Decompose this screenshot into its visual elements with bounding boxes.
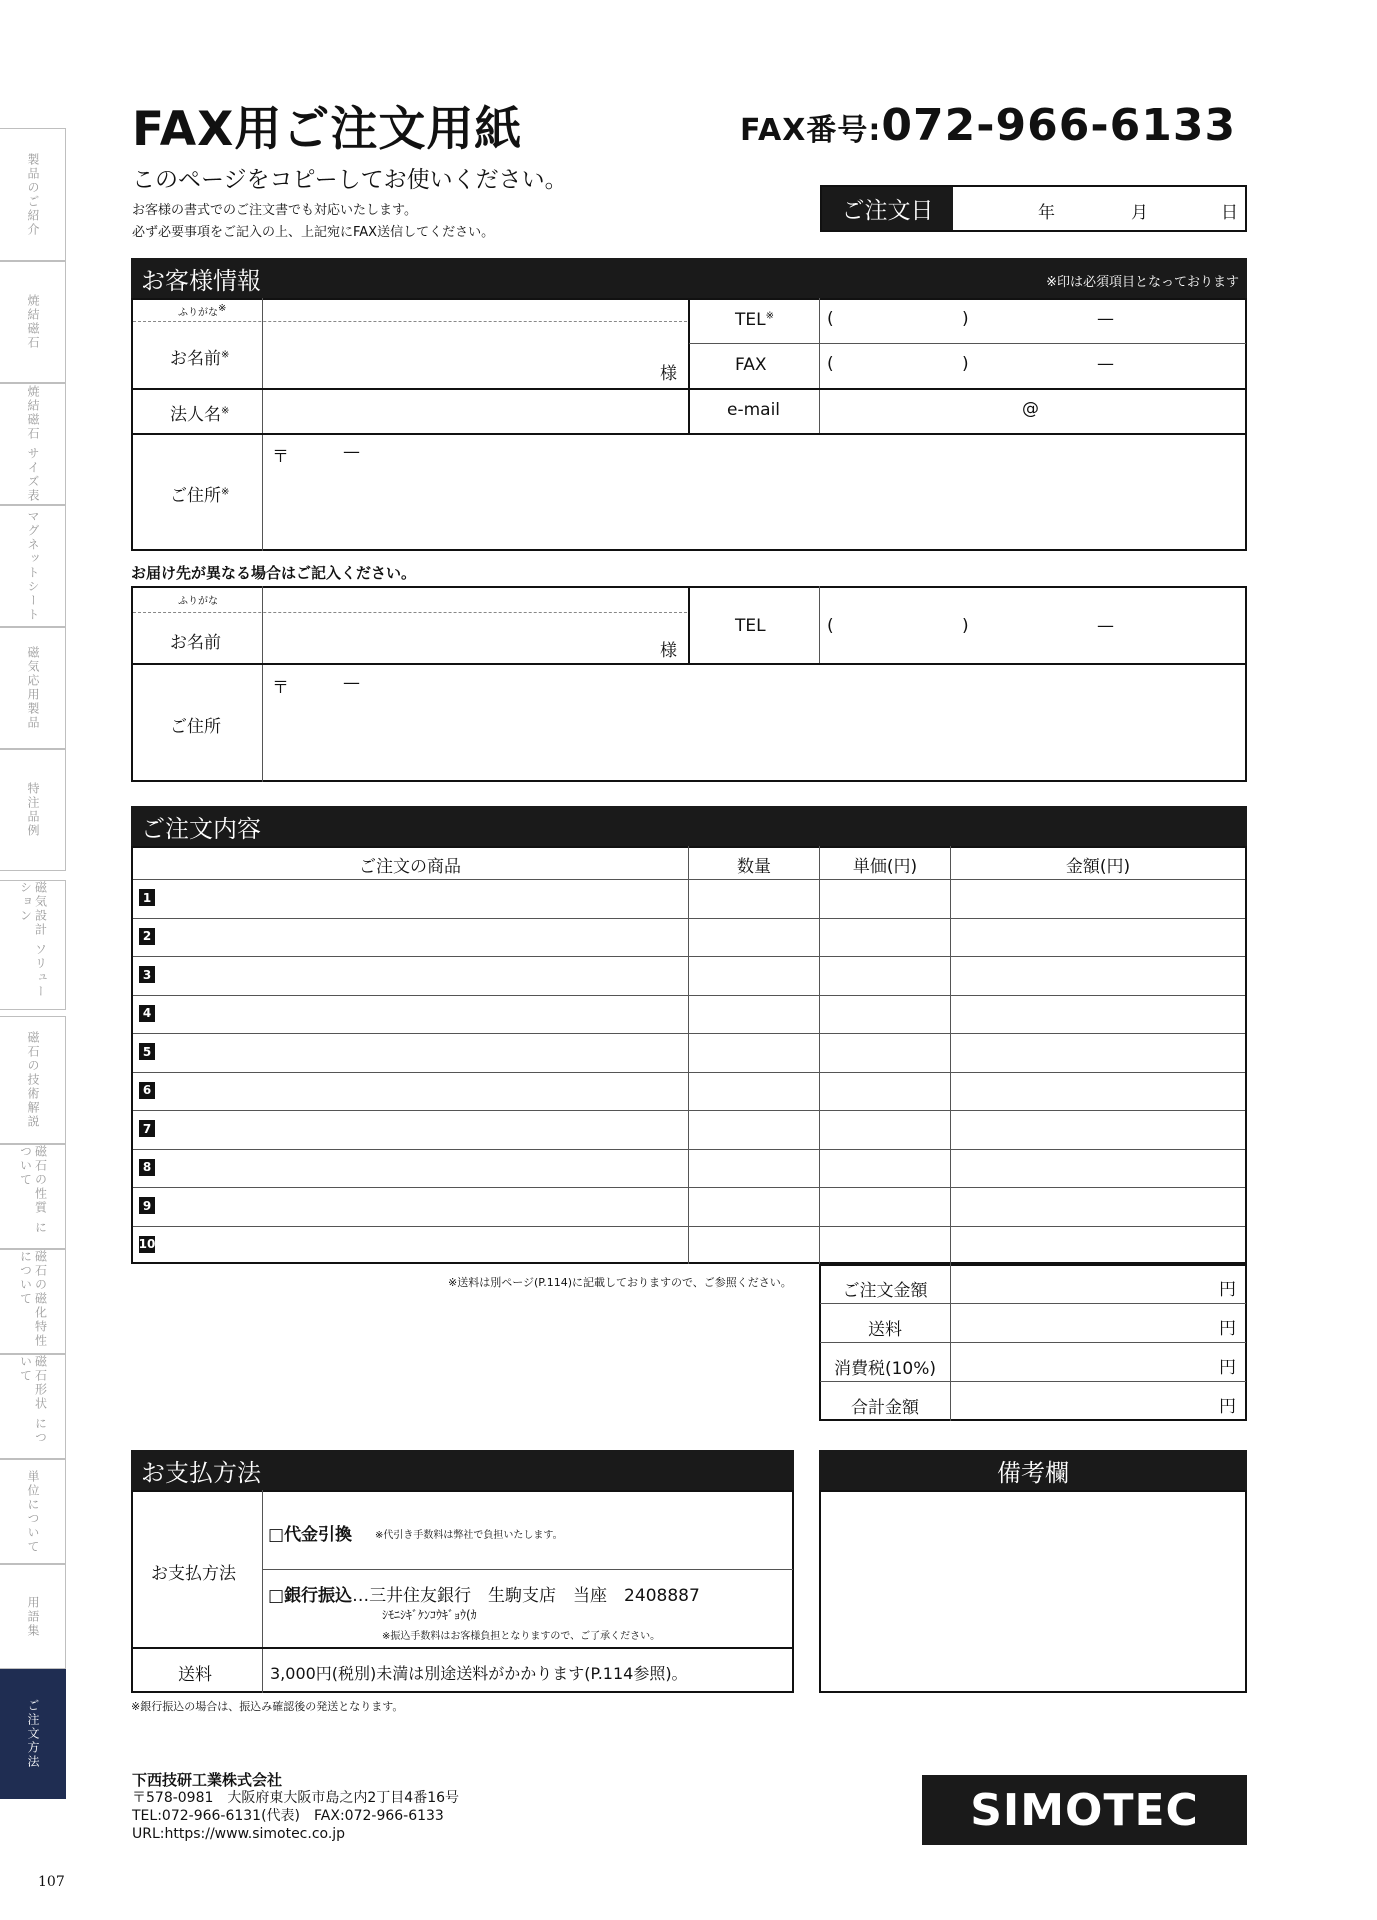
fax-number-value: 072-966-6133 <box>881 100 1237 151</box>
total-order-label: ご注文金額 <box>842 1281 928 1301</box>
payment-method-label: お支払方法 <box>151 1564 236 1584</box>
order-row-quantity-cell[interactable] <box>690 920 818 955</box>
side-tab-size-table[interactable] <box>0 383 66 505</box>
payment-footnote: ※銀行振込の場合は、振込み確認後の発送となります。 <box>131 1700 404 1713</box>
grand-total-label: 合計金額 <box>851 1398 919 1418</box>
row-number-badge: 9 <box>139 1197 155 1214</box>
row-number-badge: 3 <box>139 966 155 983</box>
furigana-label: ふりがな※ <box>178 303 227 319</box>
delivery-tel-label: TEL <box>735 616 766 636</box>
row-number-badge: 10 <box>138 1237 156 1251</box>
order-row-unit-price-cell[interactable] <box>821 1074 949 1109</box>
side-tab-glossary[interactable] <box>0 1564 66 1669</box>
side-tab-label: 磁石の技術解説 <box>26 1031 40 1129</box>
delivery-address-field[interactable] <box>265 666 1243 778</box>
row-number-badge: 6 <box>139 1082 155 1099</box>
name-label: お名前※ <box>170 349 230 369</box>
remarks-field[interactable] <box>819 1490 1247 1693</box>
month-label: 月 <box>1131 203 1148 223</box>
cod-note: ※代引き手数料は弊社で負担いたします。 <box>375 1530 563 1541</box>
col-header-product: ご注文の商品 <box>359 857 461 877</box>
order-row-product-cell[interactable] <box>160 1074 686 1109</box>
order-section-header <box>131 806 1247 846</box>
tel-field[interactable]: ( ) — <box>827 309 1114 329</box>
side-tab-label: 磁気応用製品 <box>26 646 40 730</box>
order-row-unit-price-cell[interactable] <box>821 997 949 1032</box>
company-phone: TEL:072-966-6131(代表) FAX:072-966-6133 <box>132 1808 444 1824</box>
postal-dash: — <box>343 442 360 462</box>
fax-label: FAX <box>735 355 767 375</box>
row-number-badge: 2 <box>139 928 155 945</box>
checkbox-icon[interactable]: □ <box>268 1586 285 1606</box>
payment-shipping-label: 送料 <box>178 1665 212 1685</box>
bank-label: 銀行振込 <box>284 1586 353 1606</box>
row-number-badge: 5 <box>139 1043 155 1060</box>
col-header-quantity: 数量 <box>737 857 771 877</box>
company-info <box>132 1771 459 1843</box>
row-number-badge: 7 <box>139 1120 155 1137</box>
year-label: 年 <box>1038 203 1055 223</box>
side-tab-label: 磁石の性質 について <box>18 1145 48 1235</box>
address-label: ご住所※ <box>170 486 230 506</box>
order-row-product-cell[interactable] <box>160 1151 686 1186</box>
order-date-label: ご注文日 <box>822 187 953 230</box>
order-row-amount-cell[interactable] <box>952 1228 1245 1263</box>
delivery-name-field[interactable] <box>265 615 685 661</box>
side-tab-label: 用語集 <box>26 1595 40 1638</box>
required-note: ※印は必須項目となっております <box>1046 275 1239 290</box>
order-row-amount-cell[interactable] <box>952 881 1245 916</box>
order-row-quantity-cell[interactable] <box>690 997 818 1032</box>
order-row-unit-price-cell[interactable] <box>821 958 949 993</box>
side-tab-label: 磁石形状 について <box>18 1355 48 1445</box>
order-row-unit-price-cell[interactable] <box>821 1189 949 1224</box>
postal-mark: 〒 <box>272 447 289 467</box>
fax-number-label: FAX番号: <box>740 113 882 148</box>
order-row-quantity-cell[interactable] <box>690 1189 818 1224</box>
row-number-badge: 1 <box>139 889 155 906</box>
order-row-quantity-cell[interactable] <box>690 1035 818 1070</box>
order-row-unit-price-cell[interactable] <box>821 1112 949 1147</box>
page-title: FAX用ご注文用紙 <box>132 102 523 157</box>
customer-section-header <box>131 258 1247 298</box>
header-note: お客様の書式でのご注文書でも対応いたします。 <box>132 203 417 218</box>
order-row-product-cell[interactable] <box>160 1035 686 1070</box>
payment-section-header <box>131 1450 794 1490</box>
side-tab-custom[interactable] <box>0 749 66 871</box>
order-row-amount-cell[interactable] <box>952 958 1245 993</box>
order-row-quantity-cell[interactable] <box>690 1151 818 1186</box>
postal-dash: — <box>343 673 360 693</box>
email-field[interactable]: @ <box>1022 399 1039 419</box>
order-row-unit-price-cell[interactable] <box>821 1035 949 1070</box>
order-row-quantity-cell[interactable] <box>690 958 818 993</box>
order-row-amount-cell[interactable] <box>952 1112 1245 1147</box>
order-row-amount-cell[interactable] <box>952 920 1245 955</box>
side-tab-magnet-sheet[interactable] <box>0 505 66 627</box>
order-row-amount-cell[interactable] <box>952 1074 1245 1109</box>
corp-label: 法人名※ <box>170 405 230 425</box>
remarks-heading: 備考欄 <box>997 1458 1069 1487</box>
delivery-note: お届け先が異なる場合はご記入ください。 <box>131 564 417 582</box>
order-row-unit-price-cell[interactable] <box>821 881 949 916</box>
side-tab-label: 製品のご紹介 <box>26 152 40 237</box>
company-url[interactable]: URL:https://www.simotec.co.jp <box>132 1826 346 1842</box>
order-row-amount-cell[interactable] <box>952 1189 1245 1224</box>
order-heading: ご注文内容 <box>141 814 261 843</box>
order-row-unit-price-cell[interactable] <box>821 1228 949 1263</box>
order-row-unit-price-cell[interactable] <box>821 1151 949 1186</box>
side-tab-products[interactable] <box>0 128 66 261</box>
side-tab-shape[interactable] <box>0 1354 66 1459</box>
delivery-furigana-label: ふりがな <box>178 596 218 607</box>
order-date-field[interactable] <box>953 187 1245 230</box>
order-row-amount-cell[interactable] <box>952 997 1245 1032</box>
email-label: e-mail <box>727 400 781 420</box>
side-tab-magnetization[interactable] <box>0 1249 66 1354</box>
delivery-tel-field[interactable]: ( ) — <box>827 616 1114 636</box>
sama-label: 様 <box>660 364 677 384</box>
col-header-unit-price: 単価(円) <box>852 857 918 877</box>
page-number: 107 <box>38 1874 65 1890</box>
side-tab-label: 単位について <box>26 1469 40 1554</box>
header-note: 必ず必要事項をご記入の上、上記宛にFAX送信してください。 <box>132 225 495 240</box>
order-row-amount-cell[interactable] <box>952 1151 1245 1186</box>
payment-shipping-text: 3,000円(税別)未満は別途送料がかかります(P.114参照)。 <box>270 1664 688 1683</box>
payment-heading: お支払方法 <box>141 1458 261 1487</box>
order-row-product-cell[interactable] <box>160 997 686 1032</box>
order-row-product-cell[interactable] <box>160 958 686 993</box>
day-label: 日 <box>1221 203 1238 223</box>
bank-kana: ｼﾓﾆｼｷﾞｹﾝｺｳｷﾞｮｳ(ｶ <box>382 1608 477 1622</box>
order-date-box <box>820 185 1247 232</box>
order-row-product-cell[interactable] <box>160 920 686 955</box>
order-row-quantity-cell[interactable] <box>690 1228 818 1263</box>
side-tab-label: マグネットシート <box>26 510 40 622</box>
simotec-logo: SIMOTEC <box>922 1775 1247 1845</box>
side-tab-label: 磁気設計 ソリューション <box>18 881 48 999</box>
bank-note: ※振込手数料はお客様負担となりますので、ご了承ください。 <box>382 1631 661 1642</box>
corp-field[interactable] <box>265 391 685 431</box>
fax-field[interactable]: ( ) — <box>827 354 1114 374</box>
checkbox-icon[interactable]: □ <box>268 1525 285 1545</box>
order-row-product-cell[interactable] <box>160 1189 686 1224</box>
delivery-sama-label: 様 <box>660 641 677 661</box>
remarks-section-header <box>819 1450 1247 1490</box>
total-tax-field[interactable]: 円 <box>1219 1358 1236 1378</box>
order-row-quantity-cell[interactable] <box>690 1112 818 1147</box>
side-tab-order[interactable] <box>0 1669 66 1799</box>
company-address: 〒578-0981 大阪府東大阪市島之内2丁目4番16号 <box>132 1790 460 1806</box>
side-tab-tech[interactable] <box>0 1016 66 1144</box>
side-tab-sintered[interactable] <box>0 261 66 383</box>
postal-mark: 〒 <box>272 678 289 698</box>
row-number-badge: 4 <box>139 1005 155 1022</box>
customer-heading: お客様情報 <box>141 266 261 295</box>
bank-detail: …三井住友銀行 生駒支店 当座 2408887 <box>352 1586 700 1606</box>
order-row-unit-price-cell[interactable] <box>821 920 949 955</box>
order-row-product-cell[interactable] <box>160 1112 686 1147</box>
cod-label: 代金引換 <box>284 1525 353 1545</box>
total-shipping-label: 送料 <box>868 1320 902 1340</box>
tel-label: TEL※ <box>735 310 774 330</box>
side-tab-properties[interactable] <box>0 1144 66 1249</box>
delivery-name-label: お名前 <box>170 633 221 653</box>
total-order-field[interactable]: 円 <box>1219 1280 1236 1300</box>
order-row-quantity-cell[interactable] <box>690 1074 818 1109</box>
order-row-quantity-cell[interactable] <box>690 881 818 916</box>
delivery-address-label: ご住所 <box>170 717 221 737</box>
side-tab-label: 焼結磁石 <box>26 294 40 350</box>
grand-total-field[interactable]: 円 <box>1219 1397 1236 1417</box>
fax-number-heading <box>740 100 1236 151</box>
cod-option[interactable] <box>268 1520 352 1545</box>
side-tab-label: 特注品例 <box>26 782 40 838</box>
side-tab-units[interactable] <box>0 1459 66 1564</box>
name-field[interactable] <box>265 324 685 386</box>
shipping-note: ※送料は別ページ(P.114)に記載しておりますので、ご参照ください。 <box>448 1276 792 1289</box>
col-header-amount: 金額(円) <box>1065 857 1131 877</box>
side-tab-design[interactable] <box>0 880 66 1010</box>
total-tax-label: 消費税(10%) <box>833 1359 937 1379</box>
side-tab-label: ご注文方法 <box>26 1699 40 1769</box>
subtitle: このページをコピーしてお使いください。 <box>132 167 568 193</box>
bank-option[interactable] <box>268 1581 700 1606</box>
side-tab-label: 焼結磁石 サイズ表 <box>26 385 40 503</box>
order-row-product-cell[interactable] <box>160 881 686 916</box>
total-shipping-field[interactable]: 円 <box>1219 1319 1236 1339</box>
side-tab-label: 磁石の磁化特性 について <box>18 1250 48 1348</box>
order-row-amount-cell[interactable] <box>952 1035 1245 1070</box>
side-tab-applied[interactable] <box>0 627 66 749</box>
row-number-badge: 8 <box>139 1159 155 1176</box>
address-field[interactable] <box>265 436 1243 548</box>
order-row-product-cell[interactable] <box>160 1228 686 1263</box>
company-name: 下西技研工業株式会社 <box>132 1771 283 1789</box>
